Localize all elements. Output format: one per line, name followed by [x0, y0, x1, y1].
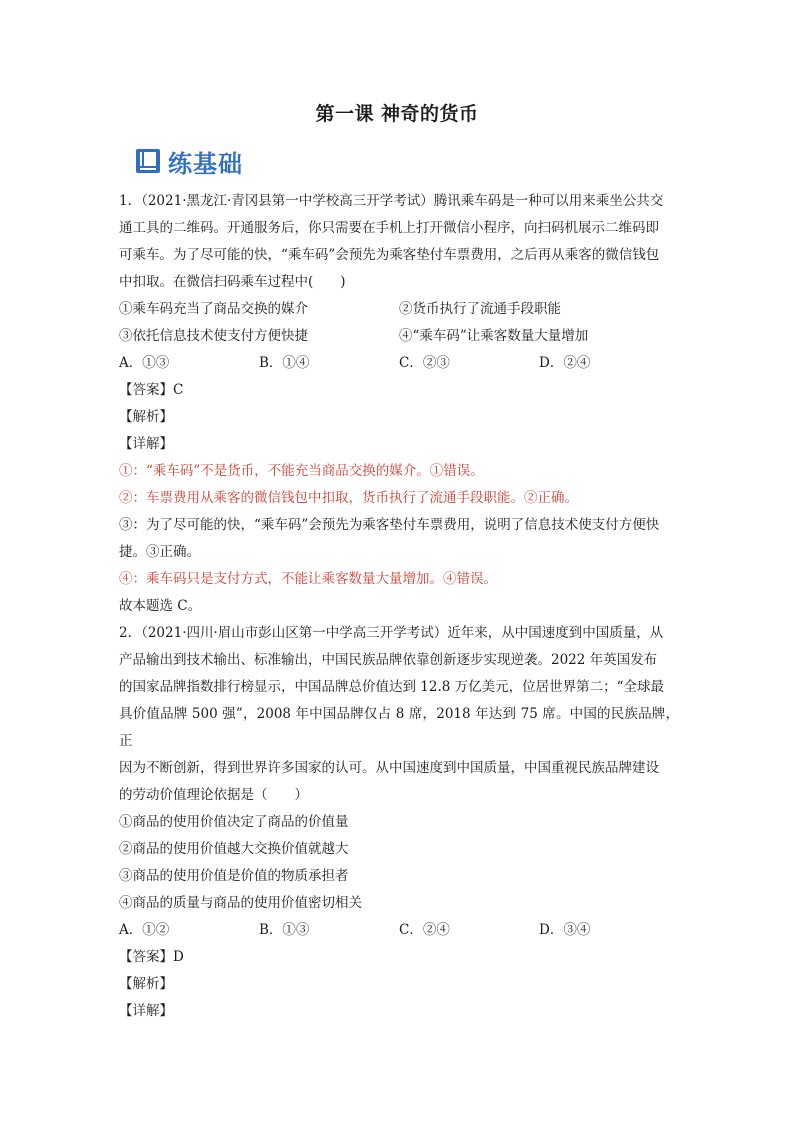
choice-c: C．②③: [399, 355, 450, 371]
choice-b: B．①④: [259, 355, 310, 371]
option-item: ④商品的质量与商品的使用价值密切相关: [119, 895, 362, 911]
question-1-line: 可乘车。为了尽可能的快，“乘车码”会预先为乘客垫付车票费用，之后再从乘客的微信钱包: [119, 247, 660, 263]
book-icon: [133, 146, 163, 176]
detail-label: 【详解】: [119, 436, 173, 452]
conclusion-line: 故本题选 C。: [119, 598, 202, 614]
option-item: ①商品的使用价值决定了商品的价值量: [119, 814, 349, 830]
question-2-line: 的劳动价值理论依据是（ ）: [119, 787, 308, 803]
analysis-label: 【解析】: [119, 976, 173, 992]
explanation-line: ③：为了尽可能的快，“乘车码”会预先为乘客垫付车票费用，说明了信息技术使支付方便快: [119, 517, 660, 533]
option-item: ③商品的使用价值是价值的物质承担者: [119, 868, 349, 884]
question-1-options-row: [119, 296, 679, 323]
question-2-line: 产品输出到技术输出、标准输出，中国民族品牌依靠创新逐步实现逆袭。2022 年英国发布: [119, 652, 658, 668]
answer-label: 【答案】C: [119, 382, 184, 398]
explanation-line: ①：“乘车码”不是货币，不能充当商品交换的媒介。①错误。: [119, 463, 484, 479]
choice-a: A．①③: [119, 355, 170, 371]
analysis-label: 【解析】: [119, 409, 173, 425]
question-1-line: 中扣取。在微信扫码乘车过程中( ): [119, 274, 346, 290]
choice-d: D．②④: [539, 355, 591, 371]
option-item: ④“乘车码”让乘客数量大量增加: [399, 328, 589, 344]
question-1-choices: [119, 350, 679, 377]
detail-label: 【详解】: [119, 1003, 173, 1019]
option-item: ①乘车码充当了商品交换的媒介: [119, 301, 308, 317]
question-2-choices: [119, 917, 679, 944]
section-header: [133, 144, 243, 178]
question-2-line: 的国家品牌指数排行榜显示，中国品牌总价值达到 12.8 万亿美元，位居世界第二；“全球最: [119, 679, 665, 695]
answer-label: 【答案】D: [119, 949, 184, 965]
explanation-line: ④：乘车码只是支付方式，不能让乘客数量大量增加。④错误。: [119, 571, 497, 587]
question-1-line: 通工具的二维码。开通服务后，你只需要在手机上打开微信小程序，向扫码机展示二维码即: [119, 220, 659, 236]
question-body: [119, 188, 679, 1025]
explanation-line: ②：车票费用从乘客的微信钱包中扣取，货币执行了流通手段职能。②正确。: [119, 490, 578, 506]
question-1-line: 1．（2021·黑龙江·青冈县第一中学校高三开学考试）腾讯乘车码是一种可以用来乘坐公共交: [119, 193, 664, 209]
choice-d: D．③④: [539, 922, 591, 938]
option-item: ②商品的使用价值越大交换价值就越大: [119, 841, 349, 857]
question-2-line: 2．（2021·四川·眉山市彭山区第一中学高三开学考试）近年来，从中国速度到中国质量，从: [119, 625, 664, 641]
choice-c: C．②④: [399, 922, 450, 938]
choice-b: B．①③: [259, 922, 310, 938]
option-item: ②货币执行了流通手段职能: [399, 301, 561, 317]
explanation-line: 捷。③正确。: [119, 544, 200, 560]
page-title: 第一课 神奇的货币: [315, 103, 479, 125]
question-2-line: 具价值品牌 500 强”，2008 年中国品牌仅占 8 席，2018 年达到 75 席。中国的民族品牌，正: [119, 706, 679, 749]
option-item: ③依托信息技术使支付方便快捷: [119, 328, 308, 344]
question-1-options-row: [119, 323, 679, 350]
choice-a: A．①②: [119, 922, 170, 938]
question-2-line: 因为不断创新，得到世界许多国家的认可。从中国速度到中国质量，中国重视民族品牌建设: [119, 760, 659, 776]
section-label: 练基础: [168, 149, 243, 178]
